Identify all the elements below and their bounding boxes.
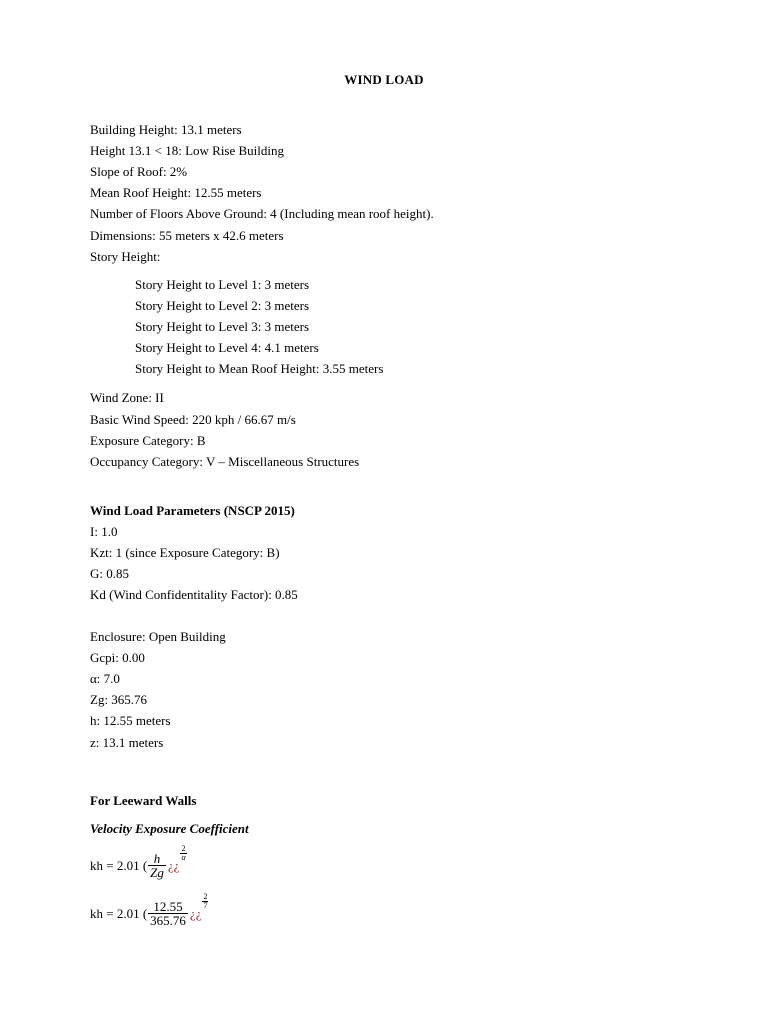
enclosure-type: Enclosure: Open Building: [90, 629, 226, 644]
exponent-numerator: 2: [181, 844, 186, 853]
param-h: h: 12.55 meters: [90, 713, 171, 728]
low-rise-note: Height 13.1 < 18: Low Rise Building: [90, 143, 285, 158]
story-height-item: Story Height to Mean Roof Height: 3.55 meters: [135, 361, 384, 376]
param-kd: Kd (Wind Confidentitality Factor): 0.85: [90, 587, 298, 602]
kh-formula-numeric: [90, 892, 208, 928]
parameters-heading: Wind Load Parameters (NSCP 2015): [90, 503, 295, 518]
building-height: Building Height: 13.1 meters: [90, 122, 242, 137]
story-height-item: Story Height to Level 3: 3 meters: [135, 319, 310, 334]
dimensions: Dimensions: 55 meters x 42.6 meters: [90, 228, 284, 243]
exposure-category: Exposure Category: B: [90, 433, 206, 448]
formula-error-glyphs: ¿¿: [189, 905, 202, 921]
story-height-label: Story Height:: [90, 249, 161, 264]
formula-exponent: [202, 893, 208, 910]
leeward-heading: For Leeward Walls: [90, 793, 197, 808]
formula-prefix: kh = 2.01 (: [90, 905, 148, 921]
formula-error-glyphs: ¿¿: [167, 857, 180, 873]
exponent-denominator: α: [181, 853, 186, 862]
kh-formula-symbolic: [90, 844, 187, 880]
basic-wind-speed: Basic Wind Speed: 220 kph / 66.67 m/s: [90, 412, 296, 427]
formula-fraction: [148, 852, 166, 879]
roof-slope: Slope of Roof: 2%: [90, 164, 188, 179]
param-gcpi: Gcpi: 0.00: [90, 650, 145, 665]
formula-fraction: [148, 900, 188, 927]
param-g: G: 0.85: [90, 566, 129, 581]
fraction-denominator: Zg: [150, 865, 164, 880]
param-zg: Zg: 365.76: [90, 692, 148, 707]
occupancy-category: Occupancy Category: V – Miscellaneous Structures: [90, 454, 360, 469]
story-height-item: Story Height to Level 1: 3 meters: [135, 277, 310, 292]
wind-zone: Wind Zone: II: [90, 390, 164, 405]
mean-roof-height: Mean Roof Height: 12.55 meters: [90, 185, 262, 200]
fraction-denominator: 365.76: [150, 913, 186, 928]
fraction-numerator: 12.55: [153, 899, 183, 914]
param-i: I: 1.0: [90, 524, 118, 539]
leeward-subheading: Velocity Exposure Coefficient: [90, 821, 249, 836]
formula-exponent: [180, 845, 186, 862]
fraction-numerator: h: [153, 851, 161, 866]
story-height-item: Story Height to Level 4: 4.1 meters: [135, 340, 319, 355]
param-z: z: 13.1 meters: [90, 735, 164, 750]
story-height-item: Story Height to Level 2: 3 meters: [135, 298, 310, 313]
exponent-denominator: 7: [203, 901, 208, 910]
param-alpha: α: 7.0: [90, 671, 120, 686]
page-title: WIND LOAD: [344, 72, 424, 87]
exponent-numerator: 2: [203, 892, 208, 901]
formula-prefix: kh = 2.01 (: [90, 857, 148, 873]
param-kzt: Kzt: 1 (since Exposure Category: B): [90, 545, 280, 560]
floor-count: Number of Floors Above Ground: 4 (Including mean roof height).: [90, 206, 434, 221]
